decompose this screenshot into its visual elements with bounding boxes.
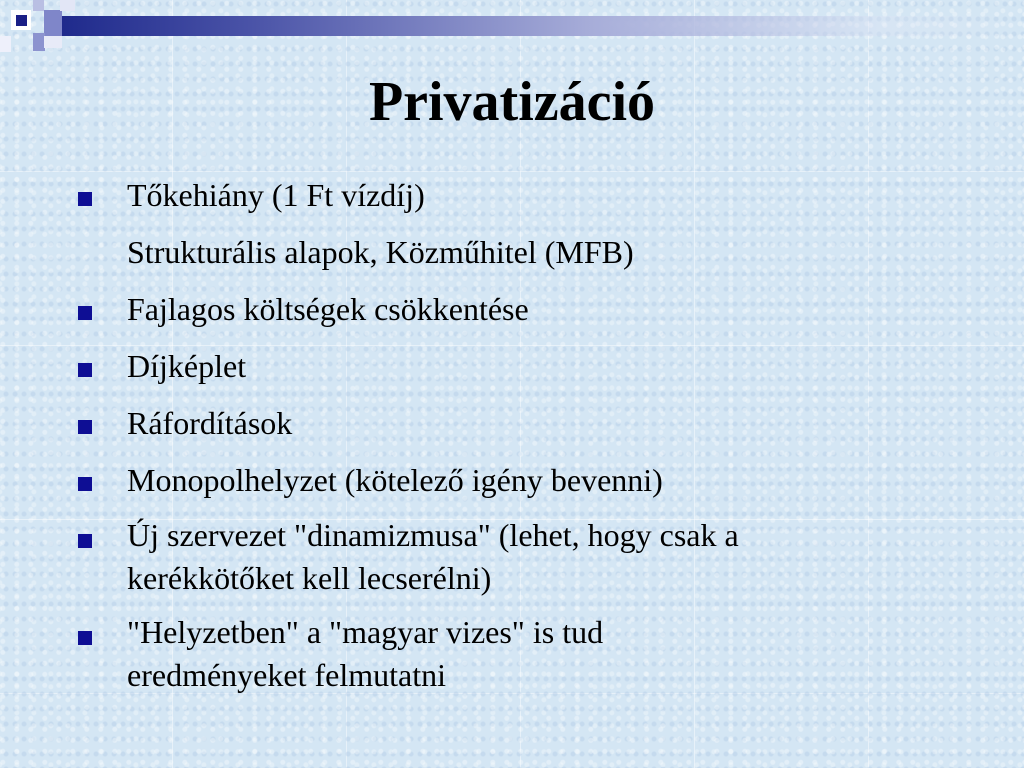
bullet-list <box>76 172 956 708</box>
decor-square <box>16 15 27 26</box>
corner-decoration <box>0 0 1024 60</box>
bullet-text: Díjképlet <box>127 348 247 384</box>
bullet-item <box>76 400 956 446</box>
square-bullet-icon <box>78 631 92 645</box>
bullet-item <box>76 343 956 389</box>
square-bullet-icon <box>78 192 92 206</box>
decor-square <box>33 0 44 11</box>
bullet-item <box>76 172 956 218</box>
square-bullet-icon <box>78 477 92 491</box>
bullet-text: Strukturális alapok, Közműhitel (MFB) <box>127 234 634 270</box>
bullet-continuation <box>76 229 956 275</box>
bullet-text-line: kerékkötőket kell lecserélni) <box>127 560 492 596</box>
decor-square <box>44 36 62 48</box>
bullet-text-line: "Helyzetben" a "magyar vizes" is tud <box>127 614 604 650</box>
square-bullet-icon <box>78 534 92 548</box>
decor-square <box>44 10 62 36</box>
bullet-item <box>76 457 956 503</box>
bullet-text: Monopolhelyzet (kötelező igény bevenni) <box>127 462 663 498</box>
square-bullet-icon <box>78 306 92 320</box>
square-bullet-icon <box>78 363 92 377</box>
slide-title: Privatizáció <box>368 71 656 133</box>
bullet-item <box>76 611 956 697</box>
decor-square <box>0 36 11 52</box>
bullet-text-line: eredményeket felmutatni <box>127 657 446 693</box>
bullet-item <box>76 286 956 332</box>
bullet-text-line: Új szervezet "dinamizmusa" (lehet, hogy csak a <box>127 517 739 553</box>
bullet-item <box>76 514 956 600</box>
bullet-text: Fajlagos költségek csökkentése <box>127 291 529 327</box>
title-accent-band <box>62 16 1024 36</box>
bullet-text: Ráfordítások <box>127 405 293 441</box>
decor-square <box>60 0 75 11</box>
square-bullet-icon <box>78 420 92 434</box>
bullet-text: Tőkehiány (1 Ft vízdíj) <box>127 177 425 213</box>
